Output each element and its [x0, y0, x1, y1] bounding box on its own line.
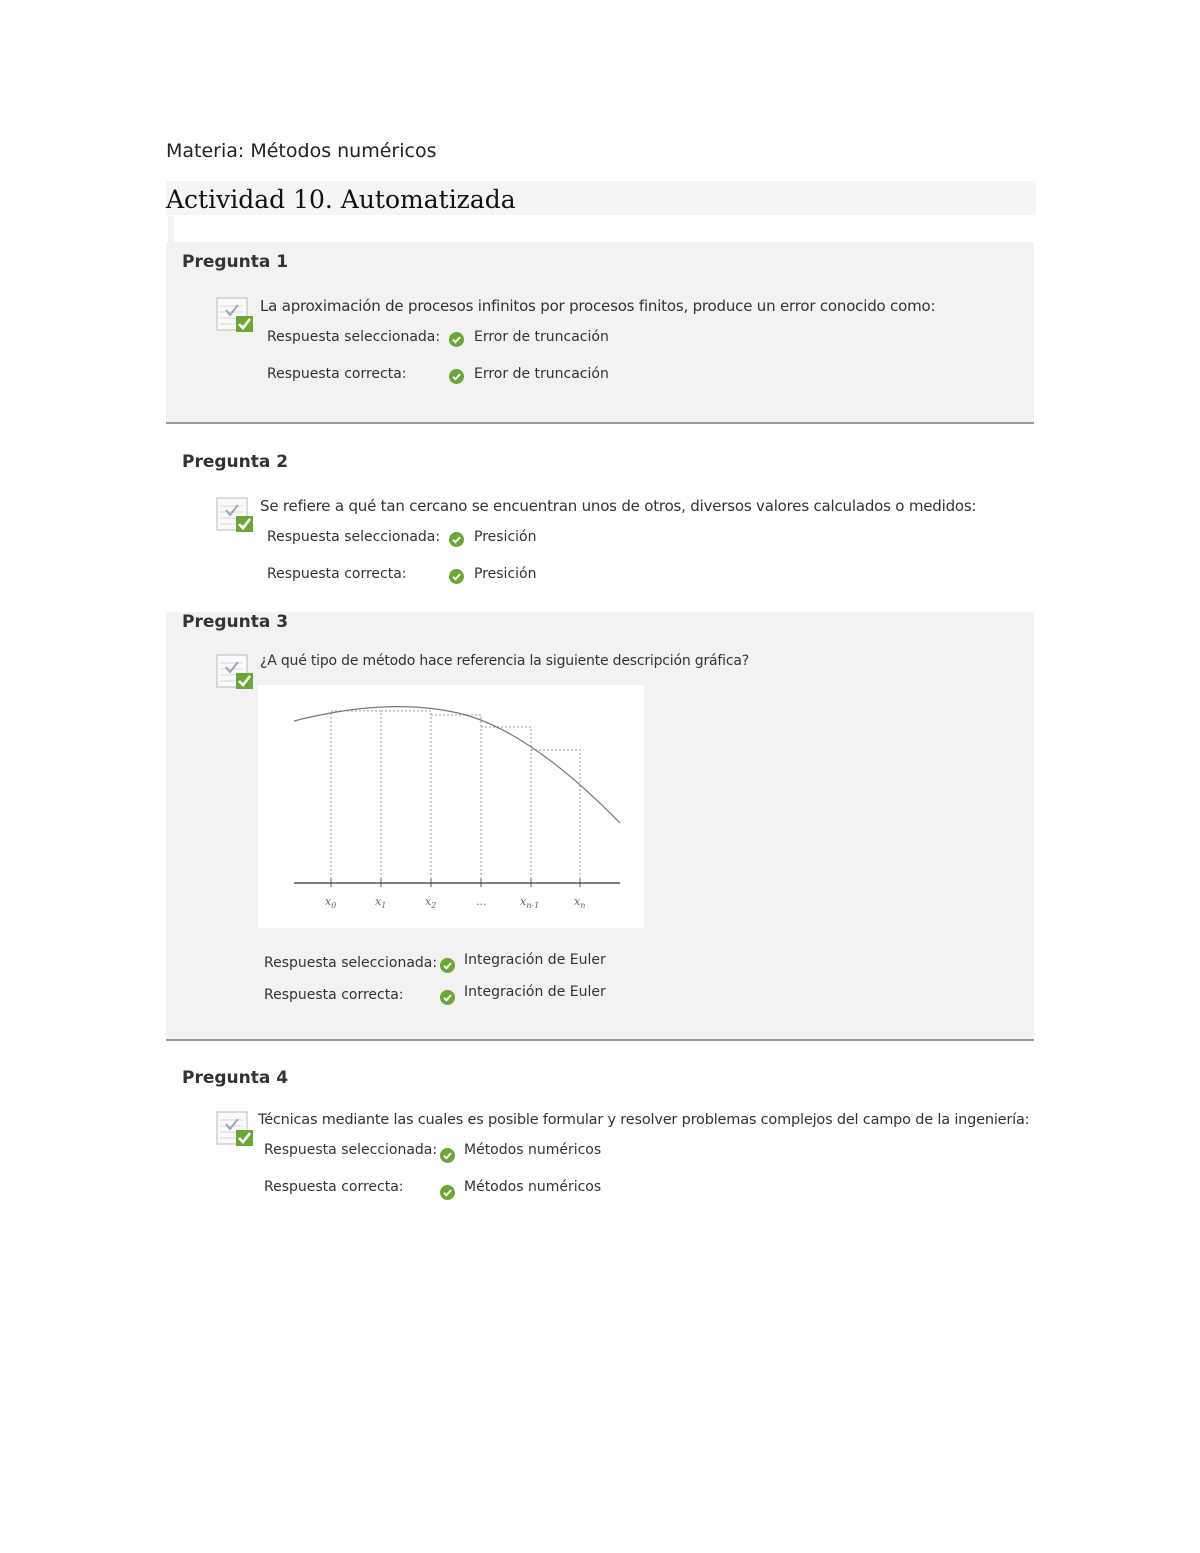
question-4 [166, 1058, 1034, 1218]
tick-label-x2: $x_2$ [425, 895, 437, 910]
check-icon [449, 332, 464, 347]
question-text: La aproximación de procesos infinitos por procesos finitos, produce un error conocido como: [260, 297, 936, 315]
selected-answer-value: Error de truncación [474, 329, 609, 345]
question-heading: Pregunta 4 [182, 1068, 289, 1088]
tick-label-ellipsis: ... [476, 895, 487, 908]
selected-answer-value: Integración de Euler [464, 952, 606, 968]
question-text: Se refiere a qué tan cercano se encuentran unos de otros, diversos valores calculados o medidos: [260, 497, 977, 515]
question-2 [166, 442, 1034, 610]
question-text: Técnicas mediante las cuales es posible formular y resolver problemas complejos del campo de la ingeniería: [258, 1112, 1030, 1128]
figure-curve [294, 707, 620, 823]
correct-answer-label: Respuesta correcta: [267, 566, 407, 582]
correct-answer-row [264, 1179, 764, 1199]
correct-answer-row [267, 566, 767, 586]
page-title: Actividad 10. Automatizada [166, 185, 516, 214]
subject-line: Materia: Métodos numéricos [166, 140, 437, 162]
integration-figure [258, 685, 644, 928]
tick-label-xn-1: $x_{n-1}$ [520, 895, 540, 910]
correct-answer-row [267, 366, 767, 386]
correct-answer-value: Presición [474, 566, 537, 582]
tick-label-x1: $x_1$ [375, 895, 387, 910]
graded-correct-icon [216, 653, 254, 691]
title-divider [168, 216, 174, 242]
selected-answer-row [264, 1142, 764, 1162]
check-icon [449, 569, 464, 584]
page-title-bar [166, 181, 1036, 215]
graded-correct-icon [216, 496, 254, 534]
figure-rectangles [331, 711, 580, 883]
correct-answer-value: Error de truncación [474, 366, 609, 382]
check-icon [440, 990, 455, 1005]
check-icon [440, 1185, 455, 1200]
correct-answer-row [264, 984, 764, 1007]
question-1 [166, 242, 1034, 424]
question-text: ¿A qué tipo de método hace referencia la siguiente descripción gráfica? [260, 653, 749, 669]
selected-answer-label: Respuesta seleccionada: [267, 529, 441, 545]
selected-answer-label: Respuesta seleccionada: [264, 1142, 438, 1158]
question-heading: Pregunta 2 [182, 452, 289, 472]
selected-answer-value: Presición [474, 529, 537, 545]
correct-answer-label: Respuesta correcta: [264, 1179, 404, 1195]
correct-answer-value: Métodos numéricos [464, 1179, 602, 1195]
selected-answer-row [264, 952, 764, 975]
graded-correct-icon [216, 296, 254, 334]
selected-answer-value: Métodos numéricos [464, 1142, 602, 1158]
selected-answer-label: Respuesta seleccionada: [264, 955, 438, 971]
check-icon [449, 369, 464, 384]
tick-label-x0: $x_0$ [325, 895, 337, 910]
selected-answer-row [267, 329, 767, 349]
correct-answer-value: Integración de Euler [464, 984, 606, 1000]
check-icon [440, 958, 455, 973]
graded-correct-icon [216, 1110, 254, 1148]
correct-answer-label: Respuesta correcta: [264, 987, 404, 1003]
selected-answer-label: Respuesta seleccionada: [267, 329, 441, 345]
tick-label-xn: $x_n$ [574, 895, 586, 910]
correct-answer-label: Respuesta correcta: [267, 366, 407, 382]
question-3 [166, 612, 1034, 1041]
question-heading: Pregunta 3 [182, 612, 289, 632]
check-icon [440, 1148, 455, 1163]
selected-answer-row [267, 529, 767, 549]
check-icon [449, 532, 464, 547]
question-heading: Pregunta 1 [182, 252, 289, 272]
